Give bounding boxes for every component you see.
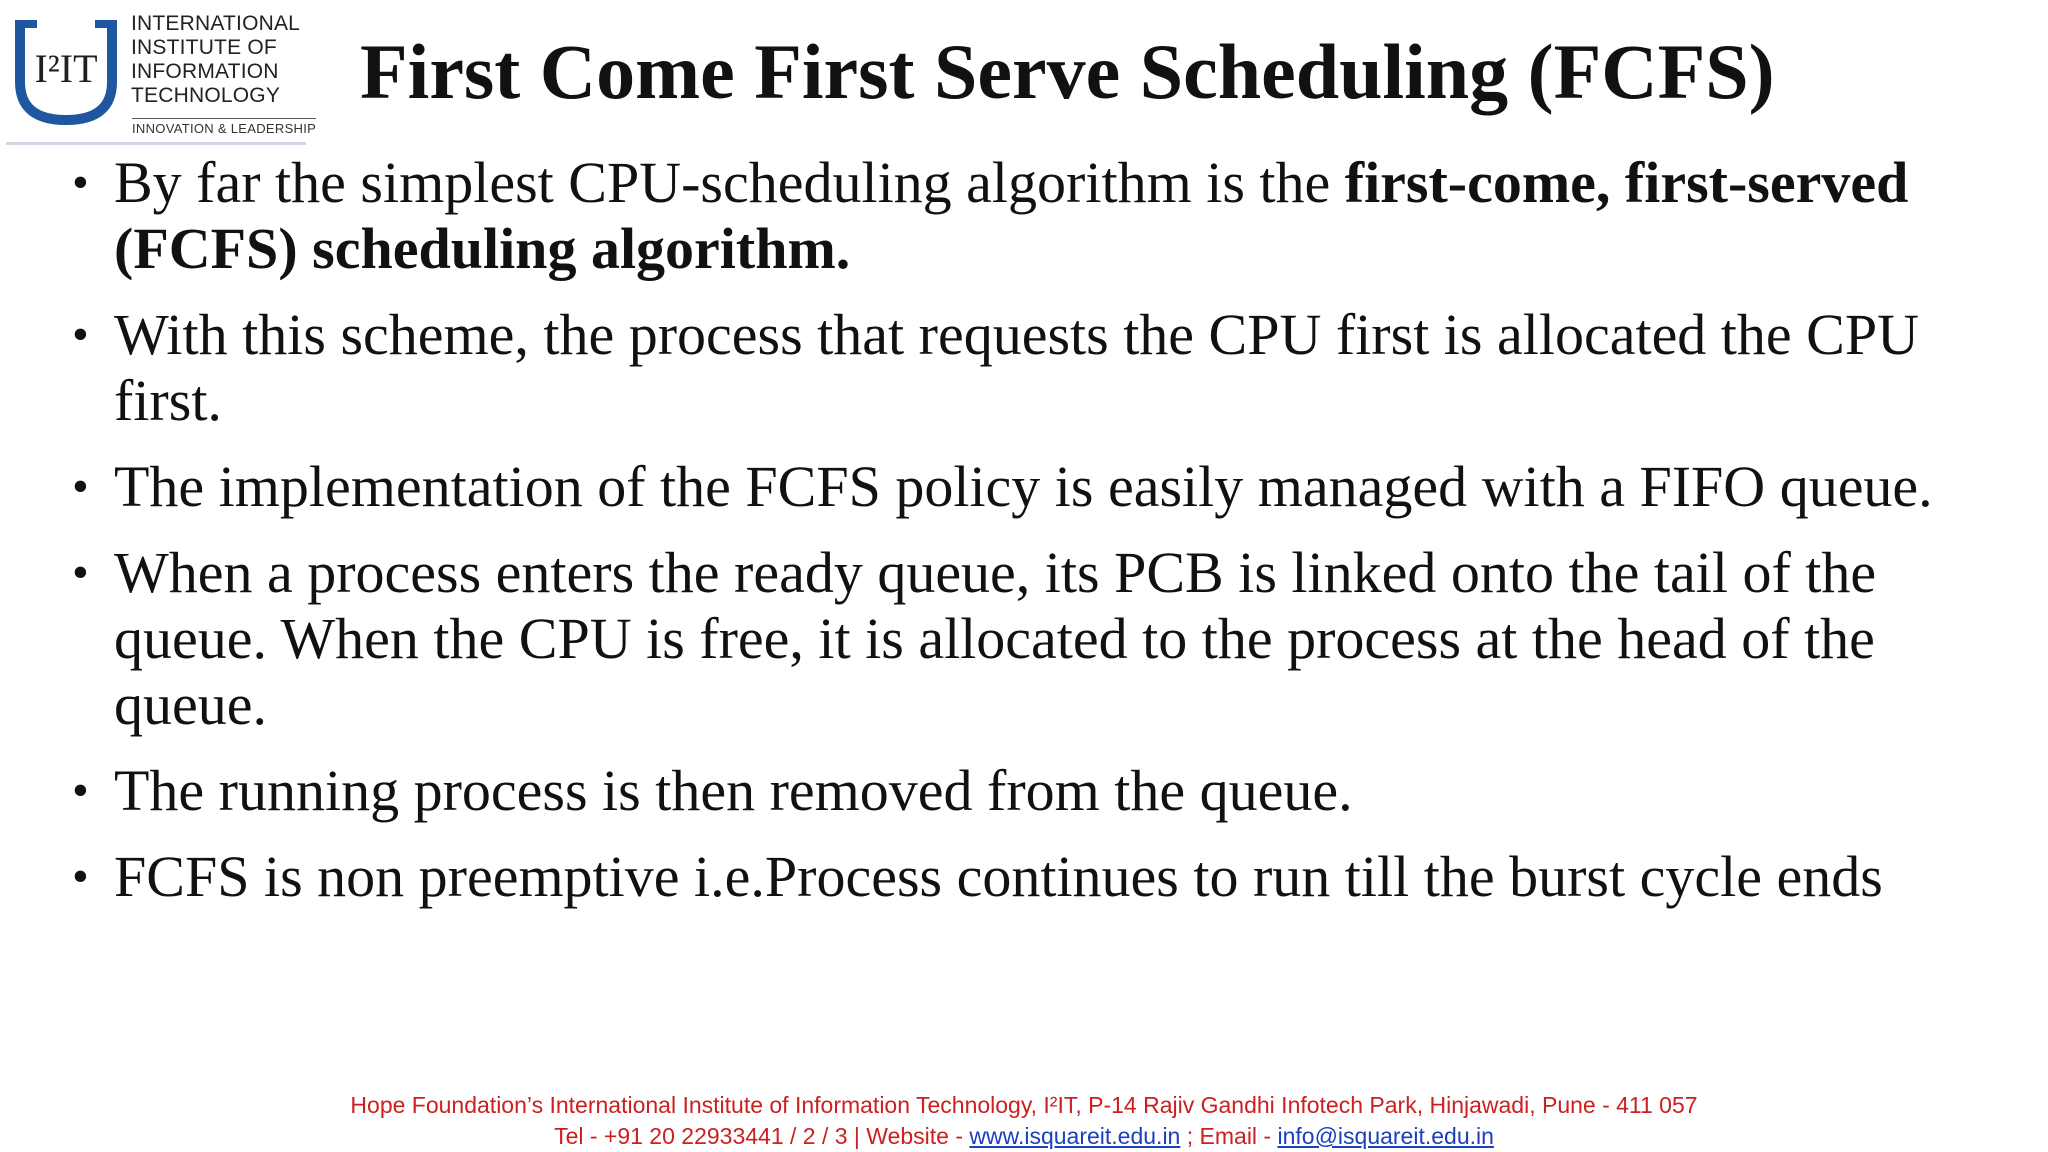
bullet-dot: • <box>72 764 89 817</box>
bullet-text: When a process enters the ready queue, its PCB is linked onto the tail of the queue. When the CPU is free, it is allocated to the process at the head of the queue. <box>114 540 1877 737</box>
bullet-dot: • <box>72 546 89 599</box>
slide-title: First Come First Serve Scheduling (FCFS) <box>360 28 1775 115</box>
logo-name <box>131 12 300 108</box>
i2it-logo-mark <box>12 16 120 130</box>
bullet-item <box>70 844 2000 910</box>
logo-name-line: INTERNATIONAL <box>131 12 301 35</box>
logo-tagline: INNOVATION & LEADERSHIP <box>132 118 316 136</box>
logo-name-line: TECHNOLOGY <box>131 84 281 107</box>
bullet-item <box>70 454 2000 520</box>
bullet-dot: • <box>72 460 89 513</box>
footer-contact <box>0 1121 2048 1152</box>
footer-address: Hope Foundation’s International Institute of Information Technology, I²IT, P-14 Rajiv Gandhi Infotech Park, Hinjawadi, Pune - 411 057 <box>350 1092 1698 1118</box>
logo-mark-text: I²IT <box>34 46 98 91</box>
bullet-text: The running process is then removed from the queue. <box>114 758 1353 823</box>
logo-name-line: INFORMATION <box>131 60 279 83</box>
bullet-text: The implementation of the FCFS policy is easily managed with a FIFO queue. <box>114 454 1933 519</box>
footer-tel: Tel - +91 20 22933441 / 2 / 3 | Website - <box>554 1123 970 1149</box>
footer-email-label: ; Email - <box>1180 1123 1278 1149</box>
logo-name-line: INSTITUTE OF <box>131 36 277 59</box>
email-link[interactable]: info@isquareit.edu.in <box>1277 1123 1494 1149</box>
bullet-item <box>70 540 2000 738</box>
institute-logo <box>6 6 317 145</box>
bullet-bold-text: first-come, first-served (FCFS) scheduling algorithm. <box>114 150 1909 281</box>
bullet-dot: • <box>72 156 89 209</box>
bullet-text: With this scheme, the process that requests the CPU first is allocated the CPU first. <box>114 302 1919 433</box>
bullet-item <box>70 150 2000 282</box>
bullet-item <box>70 302 2000 434</box>
bullet-list <box>70 150 2000 930</box>
bullet-item <box>70 758 2000 824</box>
bullet-text: FCFS is non preemptive i.e.Process continues to run till the burst cycle ends <box>114 844 1883 909</box>
bullet-dot: • <box>72 308 89 361</box>
website-link[interactable]: www.isquareit.edu.in <box>969 1123 1181 1149</box>
footer <box>0 1090 2048 1152</box>
bullet-text: By far the simplest CPU-scheduling algorithm is the <box>114 150 1345 215</box>
bullet-dot: • <box>72 850 89 903</box>
